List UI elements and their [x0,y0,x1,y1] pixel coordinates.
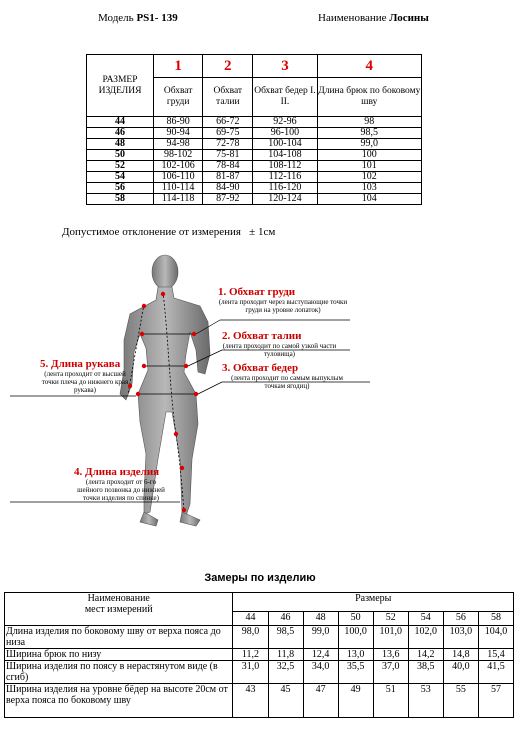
size-cell: 56 [87,183,154,194]
meas-value: 34,0 [303,661,338,684]
col-num-1: 1 [154,55,203,78]
meas-value: 47 [303,684,338,718]
size-header: РАЗМЕР ИЗДЕЛИЯ [87,55,154,117]
meas-value: 98,0 [233,626,268,649]
meas-value: 103,0 [443,626,478,649]
meas-row-name: Ширина изделия на уровне бёдер на высоте 20см от верха пояса по боковому шву [5,684,233,718]
meas-row-name: Длина изделия по боковому шву от верха пояса до низа [5,626,233,649]
meas-value: 57 [478,684,513,718]
product-name-line [318,12,429,24]
meas-value: 37,0 [373,661,408,684]
meas-value: 13,6 [373,649,408,661]
meas-value: 13,0 [338,649,373,661]
model-value: PS1- 139 [136,12,178,24]
meas-value: 45 [268,684,303,718]
meas-size: 52 [373,612,408,626]
table-row [87,150,422,161]
label-chest-title: 1. Обхват груди [218,286,296,298]
size-table [86,54,422,205]
size-cell: 54 [87,172,154,183]
meas-value: 14,2 [408,649,443,661]
meas-value: 55 [443,684,478,718]
meas-value: 100,0 [338,626,373,649]
table-cell: 98 [317,117,421,128]
tolerance-value: ± 1см [249,226,276,238]
table-row [87,183,422,194]
meas-value: 53 [408,684,443,718]
table-cell: 75-81 [203,150,253,161]
meas-value: 14,8 [443,649,478,661]
label-chest-note: (лента проходит через выступающие точки груди на уровне лопаток) [218,298,348,314]
meas-value: 41,5 [478,661,513,684]
label-hips [222,362,352,390]
meas-size: 48 [303,612,338,626]
table-cell: 114-118 [154,194,203,205]
table-cell: 102-106 [154,161,203,172]
table-cell: 103 [317,183,421,194]
label-length-title: 4. Длина изделия [74,466,160,478]
meas-value: 102,0 [408,626,443,649]
table-row [5,661,514,684]
table-cell: 99,0 [317,139,421,150]
table-cell: 96-100 [253,128,317,139]
table-cell: 69-75 [203,128,253,139]
table-cell: 102 [317,172,421,183]
meas-value: 49 [338,684,373,718]
table-row [5,684,514,718]
name-value: Лосины [389,12,429,24]
meas-value: 99,0 [303,626,338,649]
size-cell: 58 [87,194,154,205]
table-cell: 66-72 [203,117,253,128]
table-cell: 104 [317,194,421,205]
label-waist-note: (лента проходит по самой узкой части туловища) [222,342,337,358]
table-cell: 108-112 [253,161,317,172]
col-num-4: 4 [317,55,421,78]
meas-value: 43 [233,684,268,718]
meas-name-header: Наименование мест измерений [5,593,233,626]
meas-value: 98,5 [268,626,303,649]
size-cell: 52 [87,161,154,172]
table-cell: 81-87 [203,172,253,183]
size-cell: 44 [87,117,154,128]
size-cell: 46 [87,128,154,139]
table-cell: 86-90 [154,117,203,128]
size-cell: 48 [87,139,154,150]
table-cell: 104-108 [253,150,317,161]
meas-size: 46 [268,612,303,626]
table-cell: 106-110 [154,172,203,183]
table-row [87,128,422,139]
label-hips-title: 3. Обхват бедер [222,362,299,374]
table-cell: 84-90 [203,183,253,194]
meas-value: 51 [373,684,408,718]
col-num-2: 2 [203,55,253,78]
table-cell: 98,5 [317,128,421,139]
table-row [87,117,422,128]
meas-row-name: Ширина изделия по поясу в нерастянутом виде (в сгиб) [5,661,233,684]
tolerance-label: Допустимое отклонение от измерения [62,226,241,238]
meas-value: 104,0 [478,626,513,649]
measurements-table [4,592,514,718]
meas-value: 31,0 [233,661,268,684]
table-cell: 92-96 [253,117,317,128]
label-chest [218,286,348,314]
table-cell: 94-98 [154,139,203,150]
label-waist-title: 2. Обхват талии [222,330,302,342]
table-cell: 100-104 [253,139,317,150]
meas-size: 54 [408,612,443,626]
meas-value: 32,5 [268,661,303,684]
table-row [87,161,422,172]
meas-size: 58 [478,612,513,626]
label-waist [222,330,337,358]
label-sleeve-title: 5. Длина рукава [40,358,121,370]
col-waist: Обхват талии [203,78,253,117]
table-row [5,626,514,649]
col-hips: Обхват бедер I. II. [253,78,317,117]
measurements-title: Замеры по изделию [204,572,316,584]
col-num-3: 3 [253,55,317,78]
table-cell: 101 [317,161,421,172]
model-label: Модель [98,12,134,24]
meas-value: 35,5 [338,661,373,684]
meas-sizes-header: Размеры [233,593,514,612]
table-cell: 120-124 [253,194,317,205]
table-cell: 87-92 [203,194,253,205]
model-line [98,12,178,24]
table-row [5,649,514,661]
table-cell: 116-120 [253,183,317,194]
label-length-note: (лента проходит от 6-го шейного позвонка до нижней точки изделия по спинке) [77,478,165,502]
label-sleeve [40,358,130,394]
table-cell: 90-94 [154,128,203,139]
table-cell: 78-84 [203,161,253,172]
table-cell: 112-116 [253,172,317,183]
name-label: Наименование [318,12,387,24]
label-length [74,466,168,502]
meas-value: 101,0 [373,626,408,649]
meas-value: 15,4 [478,649,513,661]
table-row [87,172,422,183]
table-cell: 98-102 [154,150,203,161]
table-cell: 72-78 [203,139,253,150]
table-cell: 100 [317,150,421,161]
meas-value: 12,4 [303,649,338,661]
meas-size: 56 [443,612,478,626]
col-chest: Обхват груди [154,78,203,117]
label-sleeve-note: (лента проходит от высшей точки плеча до нижнего края рукава) [41,370,129,394]
table-cell: 110-114 [154,183,203,194]
meas-row-name: Ширина брюк по низу [5,649,233,661]
label-hips-note: (лента проходит по самым выпуклым точкам ягодиц) [231,374,343,390]
meas-value: 11,2 [233,649,268,661]
size-cell: 50 [87,150,154,161]
col-length: Длина брюк по боковому шву [317,78,421,117]
tolerance-line [62,226,275,238]
meas-value: 11,8 [268,649,303,661]
meas-value: 40,0 [443,661,478,684]
meas-value: 38,5 [408,661,443,684]
table-row [87,194,422,205]
meas-size: 50 [338,612,373,626]
table-row [87,139,422,150]
meas-size: 44 [233,612,268,626]
